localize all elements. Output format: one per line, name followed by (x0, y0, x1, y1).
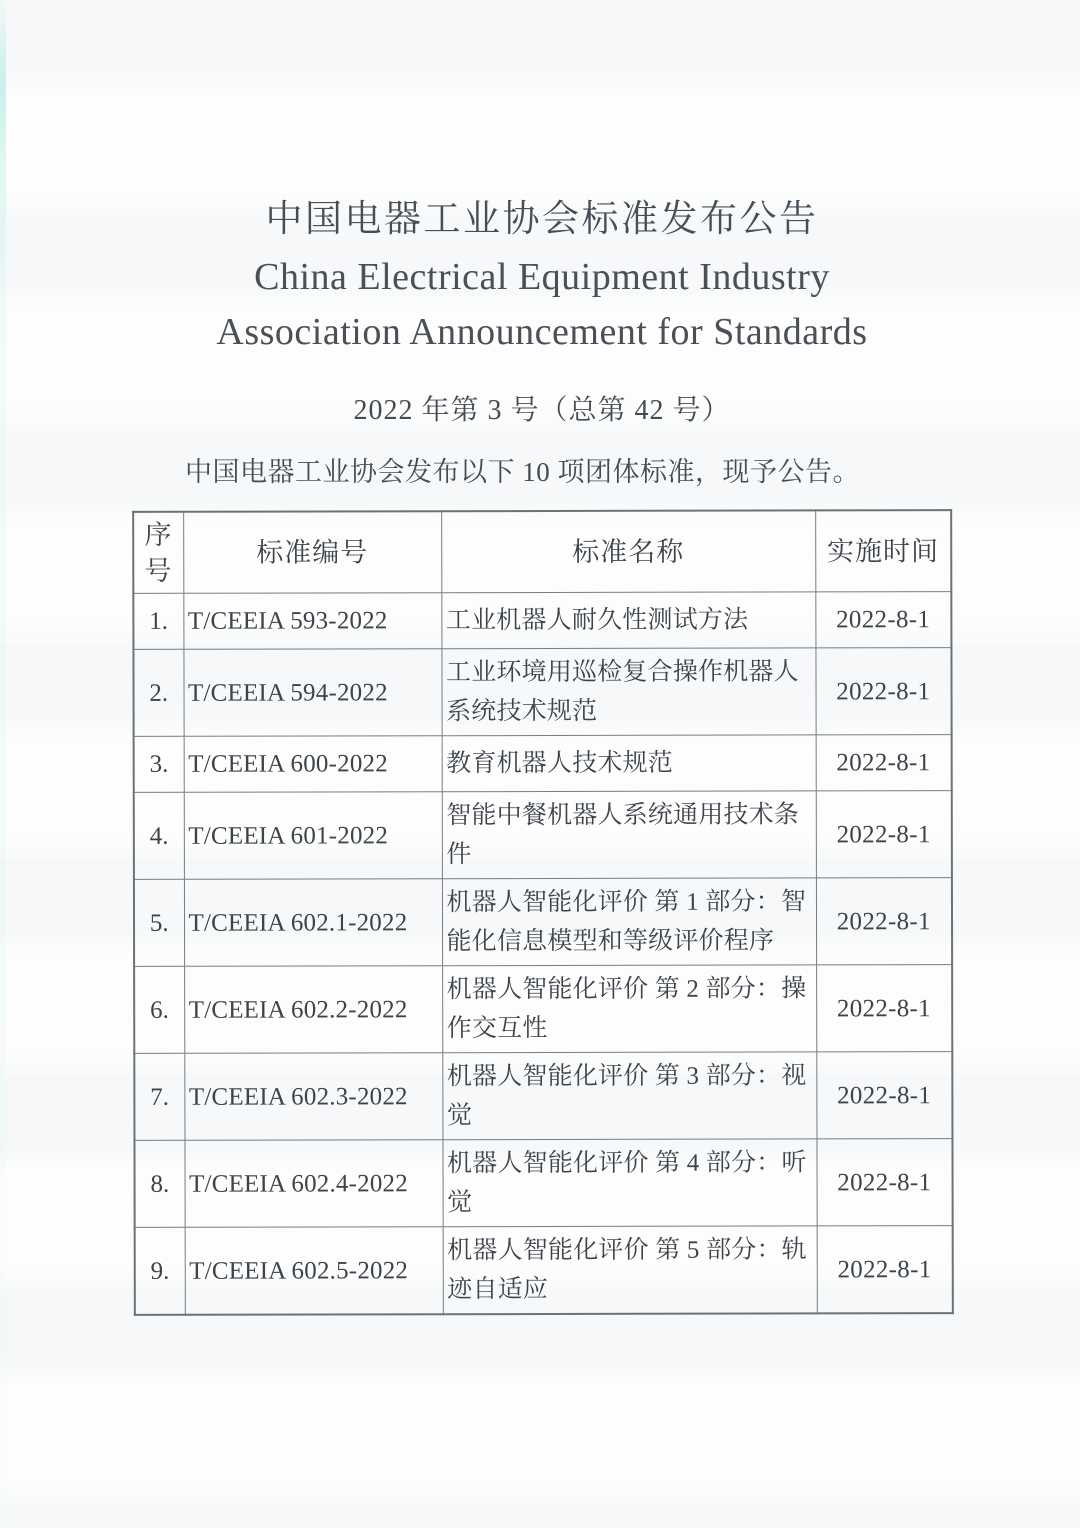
standards-table-header (133, 510, 951, 593)
table-row (134, 1052, 952, 1141)
implementation-date: 2022-8-1 (815, 592, 951, 648)
col-header-standard-name: 标准名称 (441, 510, 815, 592)
implementation-date: 2022-8-1 (816, 1052, 952, 1139)
col-header-index: 序号 (133, 512, 183, 594)
standard-name: 机器人智能化评价 第 3 部分：视觉 (442, 1052, 816, 1140)
document-title-english-line1: China Electrical Equipment Industry (254, 256, 830, 298)
standard-name: 机器人智能化评价 第 2 部分：操作交互性 (442, 965, 816, 1053)
document-title-chinese: 中国电器工业协会标准发布公告 (265, 199, 819, 240)
table-row (134, 735, 952, 793)
standard-name: 机器人智能化评价 第 1 部分：智能化信息模型和等级评价程序 (442, 878, 816, 966)
standard-code: T/CEEIA 602.1-2022 (184, 879, 442, 967)
implementation-date: 2022-8-1 (817, 1226, 953, 1314)
standard-name: 工业环境用巡检复合操作机器人系统技术规范 (441, 648, 815, 736)
row-index: 8. (134, 1140, 184, 1227)
table-row (135, 1226, 953, 1315)
table-row (134, 1139, 952, 1228)
col-header-implementation-date: 实施时间 (815, 510, 951, 592)
implementation-date: 2022-8-1 (816, 735, 952, 791)
standard-name: 机器人智能化评价 第 5 部分：轨迹自适应 (443, 1226, 817, 1314)
table-row (133, 592, 951, 650)
standard-code: T/CEEIA 602.4-2022 (184, 1140, 442, 1228)
table-row (134, 965, 952, 1054)
standards-table-body (133, 592, 953, 1315)
scan-artifact-left-edge (0, 0, 6, 1528)
col-header-standard-code: 标准编号 (183, 511, 441, 593)
standard-code: T/CEEIA 601-2022 (184, 792, 442, 880)
document-content (133, 0, 951, 1315)
issue-number: 2022 年第 3 号（总第 42 号） (353, 395, 731, 426)
standards-table (132, 509, 954, 1316)
row-index: 3. (134, 736, 184, 792)
standard-code: T/CEEIA 602.3-2022 (184, 1053, 442, 1141)
row-index: 9. (135, 1227, 185, 1315)
row-index: 6. (134, 966, 184, 1053)
implementation-date: 2022-8-1 (815, 648, 951, 735)
header-row (133, 510, 951, 593)
standard-code: T/CEEIA 593-2022 (183, 593, 441, 650)
standard-code: T/CEEIA 602.2-2022 (184, 966, 442, 1054)
row-index: 5. (134, 879, 184, 966)
table-row (134, 878, 952, 967)
row-index: 7. (134, 1053, 184, 1140)
document-title-english (133, 250, 951, 360)
standard-code: T/CEEIA 594-2022 (183, 649, 441, 737)
standard-code: T/CEEIA 602.5-2022 (185, 1227, 443, 1315)
row-index: 2. (133, 649, 183, 736)
document-title-english-line2: Association Announcement for Standards (216, 311, 868, 353)
table-row (133, 648, 951, 737)
implementation-date: 2022-8-1 (816, 878, 952, 965)
announcement-intro-text: 中国电器工业协会发布以下 10 项团体标准，现予公告。 (185, 457, 860, 487)
implementation-date: 2022-8-1 (816, 965, 952, 1052)
standard-name: 教育机器人技术规范 (442, 735, 816, 792)
standard-code: T/CEEIA 600-2022 (184, 736, 442, 793)
standard-name: 工业机器人耐久性测试方法 (441, 592, 815, 649)
row-index: 4. (134, 792, 184, 879)
row-index: 1. (133, 593, 183, 649)
table-row (134, 791, 952, 880)
standard-name: 智能中餐机器人系统通用技术条件 (442, 791, 816, 879)
implementation-date: 2022-8-1 (816, 791, 952, 878)
implementation-date: 2022-8-1 (816, 1139, 952, 1226)
standard-name: 机器人智能化评价 第 4 部分：听觉 (442, 1139, 816, 1227)
